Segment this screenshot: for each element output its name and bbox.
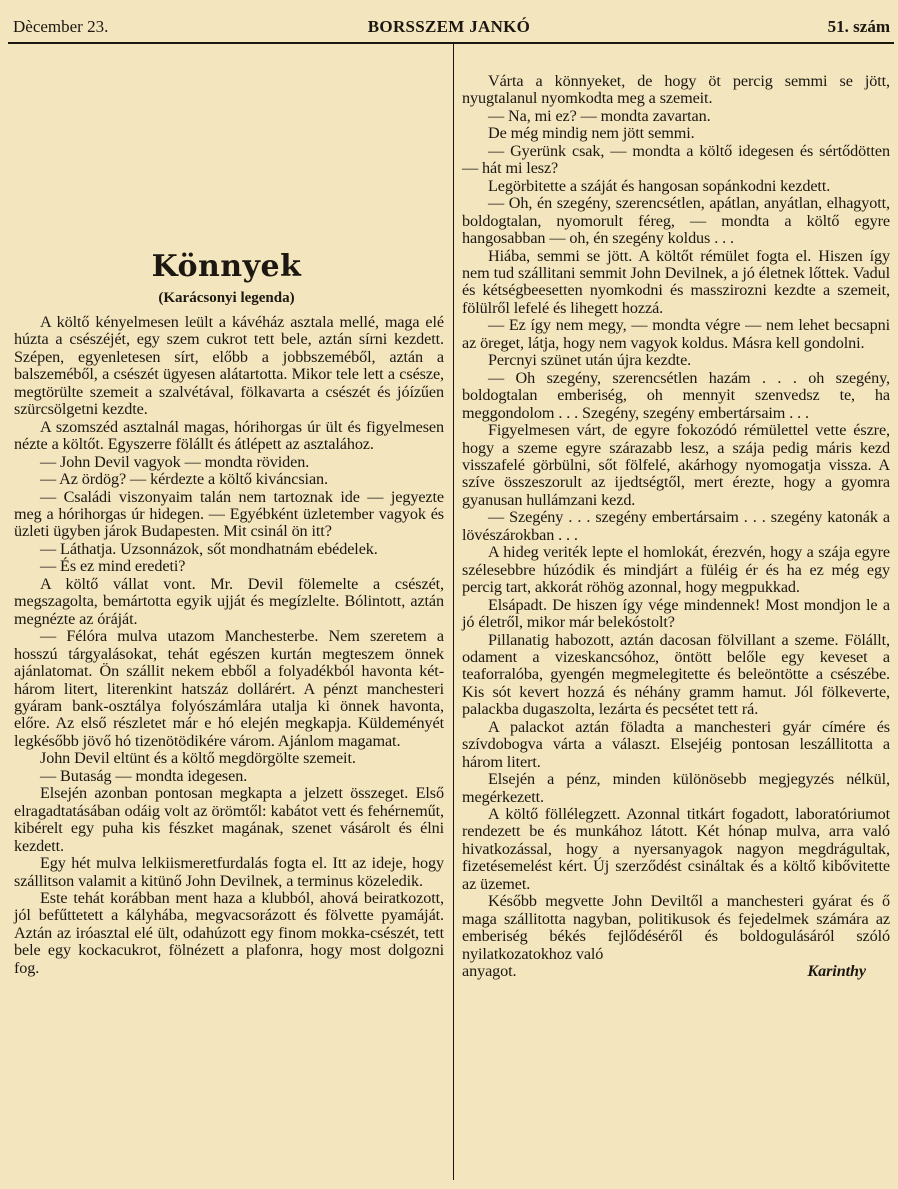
- column-divider: [453, 44, 454, 1180]
- paragraph: — Ez így nem megy, — mondta végre — nem lehet becsapni az öreget, látja, hogy nem vagyok koldus. Másra kell gondolni.: [462, 316, 890, 352]
- paragraph: A költő kényelmesen leült a kávéház asztala mellé, maga elé húzta a csészéjét, egy szem cukrot tett bele, aztán sírni kezdett. Szépen, egyenletesen sírt, előbb a jobbszeméből, aztán a balszeméből, a csészét ügyesen alátartotta. Mikor tele lett a csésze, megtörülte szemeit a szalvétával, fölkavarta a csészét és jóízűen szürcsölgetni kezdte.: [14, 313, 444, 419]
- paragraph: — Butaság — mondta idegesen.: [40, 766, 248, 785]
- page-header: [0, 0, 898, 38]
- paragraph: A költő vállat vont. Mr. Devil fölemelte a csészét, megszagolta, bemártotta egyik ujját és megízlelte. Bólintott, aztán megnézte az óráját.: [14, 574, 444, 628]
- header-issue-number: 51. szám: [827, 17, 890, 36]
- paragraph: Hiába, semmi se jött. A költőt rémület fogta el. Hiszen így nem tud szállitani semmit John Devilnek, a jó életnek lőttek. Vadul és kétségbeesetten nyomkodni és masszirozni kezdte a szemeit, fölülről lefelé és lihegett hozzá.: [462, 246, 890, 317]
- paragraph: — Na, mi ez? — mondta zavartan.: [488, 106, 711, 125]
- story-title: Könnyek: [151, 249, 302, 284]
- paragraph: Elsején a pénz, minden különösebb megjegyzés nélkül, megérkezett.: [462, 770, 890, 806]
- paragraph: Elsápadt. De hiszen így vége mindennek! Most mondjon le a jó életről, mikor már belekóstolt?: [462, 595, 890, 632]
- header-title: BORSSZEM JANKÓ: [367, 17, 531, 36]
- paragraph: Egy hét mulva lelkiismeretfurdalás fogta el. Itt az ideje, hogy szállitson valamit a kitünő John Devilnek, a terminus közeledik.: [14, 854, 444, 890]
- paragraph: Várta a könnyeket, de hogy öt percig semmi se jött, nyugtalanul nyomkodta meg a szemeit.: [462, 72, 890, 108]
- header-rule: [8, 42, 894, 44]
- paragraph: Figyelmesen várt, de egyre fokozódó rémülettel vette észre, hogy a szeme egyre szárazabb lesz, a szája pedig máris kezd visszafelé görbülni, sőt fölfelé, akárhogy nyomogatja vissza. A szíve összeszorult az ijedtségtől, mert érezte, hogy a gyomra gyanusan hullámzani kezd.: [462, 421, 890, 509]
- paragraph: Este tehát korábban ment haza a klubból, ahová beiratkozott, jól befűttetett a kályhába, megvacsorázott és fölvette pyamáját. Aztán az iróasztal elé ült, odahúzott egy finom mokka-csészét, tett bele egy kockacukrot, fölnézett a plafonra, hogy most dolgozni fog.: [14, 888, 444, 977]
- paragraph: De még mindig nem jött semmi.: [488, 124, 695, 143]
- paragraph: — Félóra mulva utazom Manchesterbe. Nem szeretem a hosszú tárgyalásokat, tehát egészen kurtán megteszem önnek ajánlatomat. Ön szállit nekem ebből a folyadékból havonta két-három litert, literenkint hatszáz dollárért. A pénzt manchesteri gyáram bank-osztálya folyószámlára utalja ki önnek havonta, előre. Az első részletet már e hó elején megkapja. Küldeményét legkésőbb jövő hó tizenötödikére várom. Ajánlom magamat.: [14, 627, 444, 750]
- paragraph: — Láthatja. Uzsonnázok, sőt mondhatnám ebédelek.: [40, 539, 378, 558]
- paragraph: — Oh, én szegény, szerencsétlen, apátlan, anyátlan, elhagyott, boldogtalan, nyomorult féreg, — mondta a költő egyre hangosabban — oh, én szegény koldus . . .: [462, 194, 890, 248]
- author-signature: Karinthy: [807, 962, 866, 981]
- story-subtitle: (Karácsonyi legenda): [158, 290, 295, 306]
- paragraph: — És ez mind eredeti?: [40, 557, 186, 576]
- paragraph: — Oh szegény, szerencsétlen hazám . . . oh szegény, boldogtalan emberiség, oh mennyit szenvedsz te, ha meggondolom . . . Szegény, szegény embertársaim . . .: [462, 368, 890, 422]
- paragraph: — Gyerünk csak, — mondta a költő idegesen és sértődötten — hát mi lesz?: [462, 141, 890, 178]
- final-word: anyagot.: [462, 962, 517, 981]
- paragraph: Pillanatig habozott, aztán dacosan fölvillant a szeme. Fölállt, odament a vizeskancsóhoz, öntött belőle egy keveset a teaforralóba, gyengén megmelegitette és beleöntötte a csészébe. Kis sót kevert hozzá és néhány gramm hamut. Jól fölkeverte, palackba dugaszolta, lezárta és pecsétet tett rá.: [462, 630, 890, 719]
- paragraph: — Szegény . . . szegény embertársaim . . . szegény katonák a lövészárokban . . .: [462, 508, 890, 544]
- paragraph: Legörbitette a száját és hangosan sopánkodni kezdett.: [488, 176, 831, 195]
- paragraph: — John Devil vagyok — mondta röviden.: [40, 452, 310, 471]
- paragraph: A palackot aztán föladta a manchesteri gyár címére és szívdobogva várta a választ. Elsejéig pontosan leszállitotta a három litert.: [462, 717, 890, 771]
- closing-line: [462, 963, 890, 980]
- paragraph: A hideg veriték lepte el homlokát, érezvén, hogy a szája egyre szélesebbre húzódik és mindjárt a füléig ér és ha ez még egy percig tart, akkorát röhög azonnal, hogy megpukkad.: [462, 543, 890, 597]
- paragraph: — Családi viszonyaim talán nem tartoznak ide — jegyezte meg a hórihorgas úr hidegen. — Egyébként üzletember vagyok és üzleti ügyben járok Budapesten. Mit csinál ön itt?: [14, 487, 444, 541]
- paragraph: — Az ördög? — kérdezte a költő kiváncsian.: [40, 470, 328, 489]
- paragraph-last: Később megvette John Deviltől a manchesteri gyárat és ő maga szállitotta nagyban, politikusok és fejedelmek számára az emberiség békés fejlődéséről és boldogulásáról szóló nyilatkozatokhoz való: [462, 892, 890, 963]
- right-column: [462, 73, 890, 981]
- paragraph: A költő föllélegzett. Azonnal titkárt fogadott, laboratóriumot rendezett be és munkához látott. Két hónap mulva, arra való hivatkozással, hogy a nyersanyagok nagyon megdrágultak, fizetésemelést kért. Új szerződést csináltak és a költő kibővitette az üzemet.: [462, 805, 890, 893]
- paragraph: John Devil eltünt és a költő megdörgölte szemeit.: [40, 749, 356, 768]
- left-column: [14, 314, 444, 977]
- paragraph: A szomszéd asztalnál magas, hórihorgas úr ült és figyelmesen nézte a költőt. Egyszerre fölállt és átlépett az asztalához.: [14, 417, 444, 454]
- paragraph: Percnyi szünet után újra kezdte.: [488, 351, 692, 370]
- paragraph: Elsején azonban pontosan megkapta a jelzett összeget. Első elragadtatásában odáig volt az örömtől: kabátot vett és fehérneműt, kibérelt egy puha kis fészket magának, szenet vásárolt és élni kezdett.: [14, 784, 444, 855]
- header-date: Dècember 23.: [13, 17, 109, 36]
